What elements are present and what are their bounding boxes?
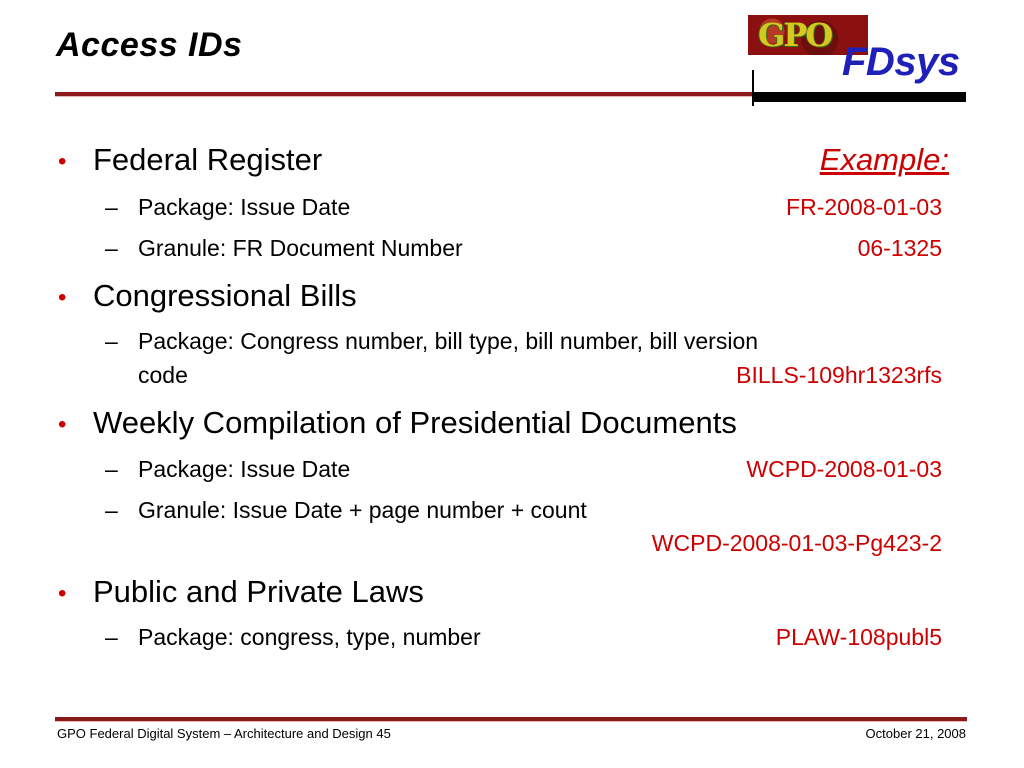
sub-item-text: Package: congress, type, number xyxy=(138,624,481,650)
dash-icon: – xyxy=(105,328,118,354)
example-value: PLAW-108publ5 xyxy=(775,624,942,650)
sub-item-text: Package: Issue Date xyxy=(138,456,351,482)
example-value: FR-2008-01-03 xyxy=(786,194,942,220)
bullet-icon: • xyxy=(58,411,67,438)
sub-item-text: Granule: FR Document Number xyxy=(138,235,463,261)
example-value: WCPD-2008-01-03-Pg423-2 xyxy=(651,530,942,556)
sub-item-text-continued: code xyxy=(138,362,188,388)
slide-title: Access IDs xyxy=(56,26,243,64)
example-value: BILLS-109hr1323rfs xyxy=(736,362,942,388)
footer-title: GPO Federal Digital System – Architecture and Design 45 xyxy=(57,726,391,741)
bullet-icon: • xyxy=(58,148,67,175)
example-value: WCPD-2008-01-03 xyxy=(746,456,942,482)
dash-icon: – xyxy=(105,194,118,220)
bullet-icon: • xyxy=(58,284,67,311)
fdsys-brand: FDsys xyxy=(842,40,960,84)
dash-icon: – xyxy=(105,235,118,261)
dash-icon: – xyxy=(105,456,118,482)
sub-item-text: Package: Issue Date xyxy=(138,194,351,220)
footer-divider-shadow xyxy=(55,721,967,722)
sub-item-text: Granule: Issue Date + page number + count xyxy=(138,497,587,523)
bullet-federal-register: Federal Register xyxy=(93,142,323,177)
bullet-icon: • xyxy=(58,580,67,607)
footer-date: October 21, 2008 xyxy=(865,726,966,741)
example-heading: Example: xyxy=(819,142,949,177)
sub-item-text: Package: Congress number, bill type, bill number, bill version xyxy=(138,328,759,354)
bullet-congressional-bills: Congressional Bills xyxy=(93,278,357,313)
gpo-logo-text: GPO xyxy=(758,16,832,54)
dash-icon: – xyxy=(105,497,118,523)
example-value: 06-1325 xyxy=(857,235,942,261)
bullet-weekly-compilation: Weekly Compilation of Presidential Documents xyxy=(93,405,737,440)
bullet-public-private-laws: Public and Private Laws xyxy=(93,574,424,609)
dash-icon: – xyxy=(105,624,118,650)
